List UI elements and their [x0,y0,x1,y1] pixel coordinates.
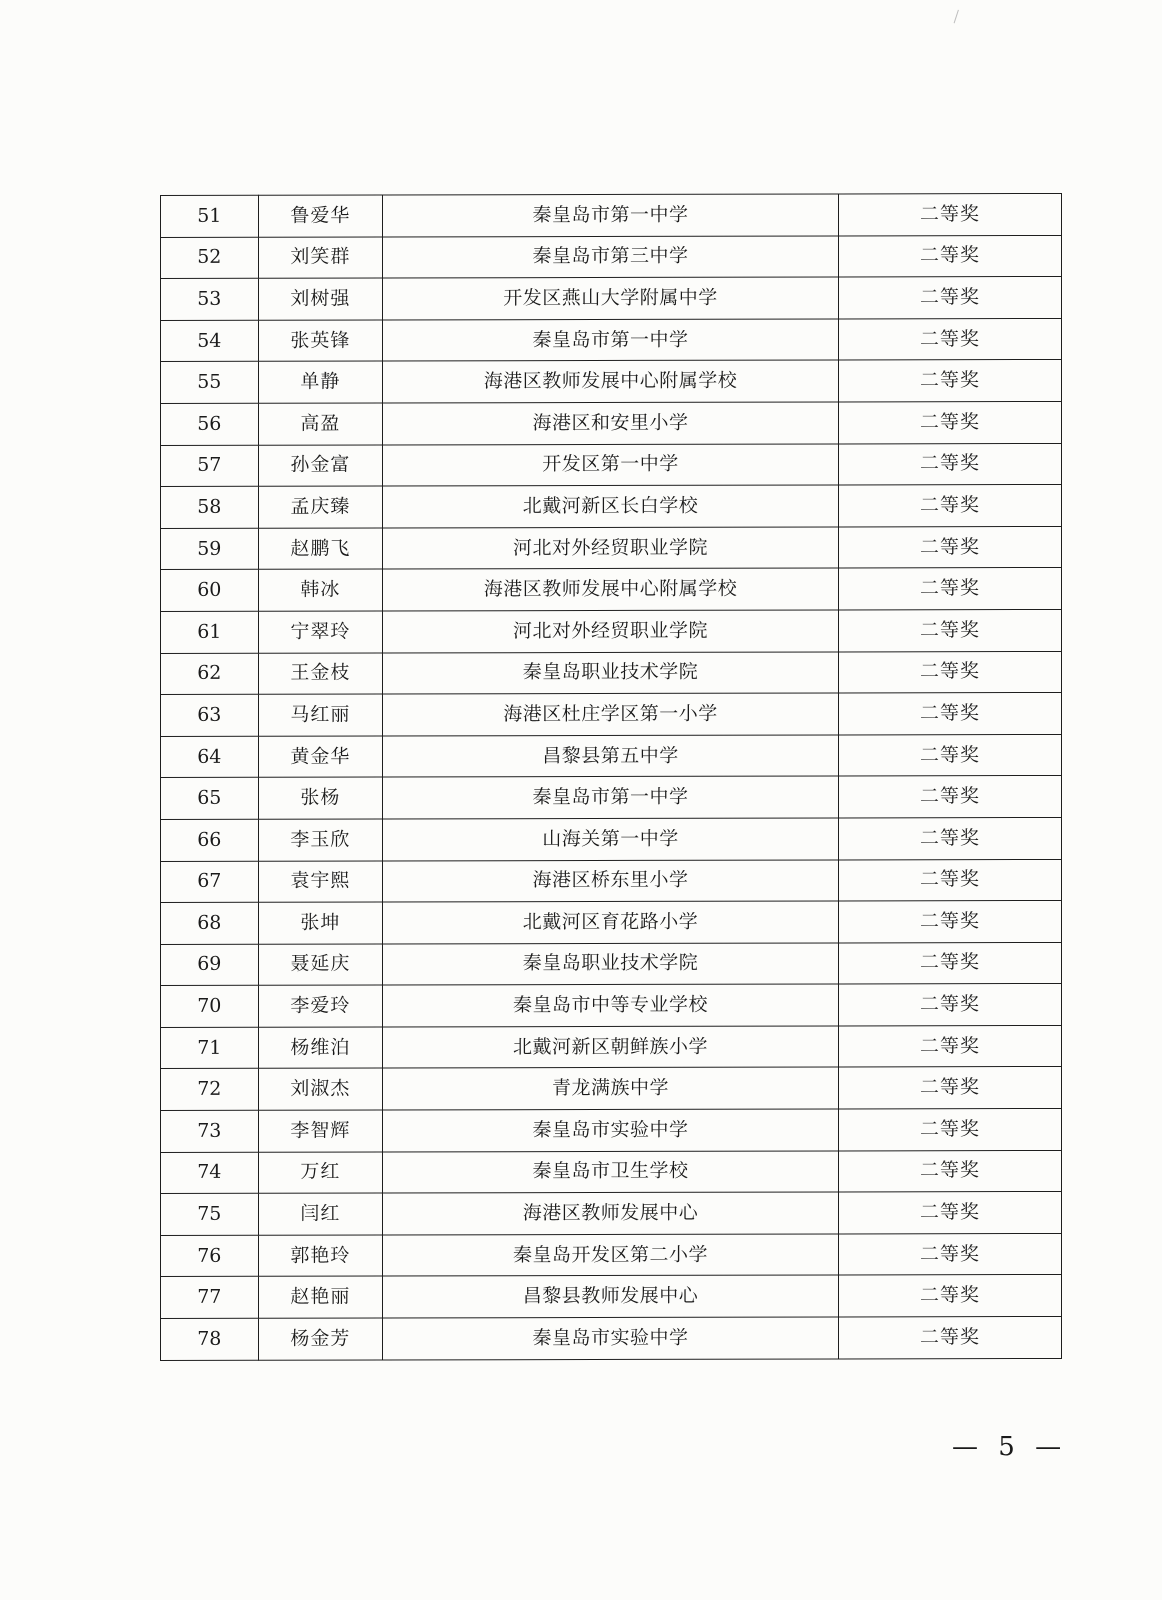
table-row [161,568,1062,612]
winner-name: 万红 [258,1152,383,1194]
table-row [161,526,1062,570]
school-name: 开发区燕山大学附属中学 [383,277,839,320]
award-level: 二等奖 [838,651,1061,693]
row-number: 65 [161,778,259,820]
table-row [161,443,1062,487]
row-number: 57 [161,445,259,487]
school-name: 海港区教师发展中心 [383,1192,839,1235]
table-row [161,984,1062,1028]
award-table [160,193,1062,1361]
award-level: 二等奖 [838,318,1061,360]
winner-name: 韩冰 [258,569,383,611]
table-row [161,277,1062,321]
winner-name: 杨金芳 [258,1318,383,1360]
award-level: 二等奖 [838,776,1061,818]
winner-name: 刘淑杰 [258,1068,383,1110]
table-row [161,609,1062,653]
winner-name: 闫红 [258,1193,383,1235]
winner-name: 孟庆臻 [258,486,383,528]
award-level: 二等奖 [838,817,1061,859]
winner-name: 马红丽 [258,694,383,736]
row-number: 68 [161,902,259,944]
row-number: 64 [161,736,259,778]
award-level: 二等奖 [838,693,1061,735]
page-number: — 5 — [952,1432,1068,1462]
award-level: 二等奖 [838,1025,1061,1067]
winner-name: 李智辉 [258,1110,383,1152]
row-number: 78 [161,1318,259,1360]
table-row [161,1109,1062,1153]
winner-name: 杨维泊 [258,1027,383,1069]
award-level: 二等奖 [838,609,1061,651]
award-level: 二等奖 [838,443,1061,485]
row-number: 73 [161,1110,259,1152]
winner-name: 鲁爱华 [258,195,383,237]
table-row [161,360,1062,404]
school-name: 昌黎县教师发展中心 [383,1275,839,1318]
row-number: 77 [161,1277,259,1319]
row-number: 52 [161,237,259,279]
winner-name: 刘笑群 [258,237,383,279]
winner-name: 袁宇熙 [258,860,383,902]
table-row [161,318,1062,362]
award-level: 二等奖 [838,942,1061,984]
school-name: 海港区教师发展中心附属学校 [383,568,839,611]
row-number: 70 [161,986,259,1028]
winner-name: 宁翠玲 [258,611,383,653]
award-level: 二等奖 [838,734,1061,776]
award-level: 二等奖 [838,1275,1061,1317]
award-level: 二等奖 [838,193,1061,235]
school-name: 北戴河新区朝鲜族小学 [383,1026,839,1069]
winner-name: 高盈 [258,403,383,445]
table-row [161,1192,1062,1236]
school-name: 秦皇岛市第一中学 [383,319,839,362]
table-row [161,485,1062,529]
table-row [161,942,1062,986]
school-name: 秦皇岛开发区第二小学 [383,1234,839,1277]
award-level: 二等奖 [838,526,1061,568]
award-level: 二等奖 [838,360,1061,402]
row-number: 53 [161,278,259,320]
table-row [161,1275,1062,1319]
row-number: 54 [161,320,259,362]
school-name: 秦皇岛市第一中学 [383,776,839,819]
row-number: 66 [161,819,259,861]
table-row [161,1067,1062,1111]
table-row [161,1025,1062,1069]
winner-name: 孙金富 [258,445,383,487]
award-level: 二等奖 [838,401,1061,443]
award-level: 二等奖 [838,1192,1061,1234]
award-level: 二等奖 [838,984,1061,1026]
winner-name: 张杨 [258,777,383,819]
award-level: 二等奖 [838,485,1061,527]
school-name: 青龙满族中学 [383,1067,839,1110]
school-name: 秦皇岛市中等专业学校 [383,984,839,1027]
award-table-body [161,193,1062,1360]
row-number: 69 [161,944,259,986]
table-row [161,651,1062,695]
school-name: 北戴河新区长白学校 [383,485,839,528]
table-row [161,901,1062,945]
school-name: 海港区桥东里小学 [383,859,839,902]
row-number: 62 [161,653,259,695]
scan-artifact-mark [944,7,959,24]
school-name: 海港区教师发展中心附属学校 [383,360,839,403]
school-name: 秦皇岛市第三中学 [383,236,839,279]
row-number: 59 [161,528,259,570]
school-name: 秦皇岛市实验中学 [383,1317,839,1360]
award-level: 二等奖 [838,859,1061,901]
award-level: 二等奖 [838,1067,1061,1109]
row-number: 67 [161,861,259,903]
winner-name: 王金枝 [258,653,383,695]
row-number: 75 [161,1194,259,1236]
table-row [161,1316,1062,1360]
table-row [161,1233,1062,1277]
school-name: 秦皇岛职业技术学院 [383,943,839,986]
winner-name: 郭艳玲 [258,1235,383,1277]
winner-name: 单静 [258,361,383,403]
winner-name: 张英锋 [258,320,383,362]
table-row [161,776,1062,820]
row-number: 58 [161,486,259,528]
school-name: 山海关第一中学 [383,818,839,861]
winner-name: 黄金华 [258,736,383,778]
table-row [161,235,1062,279]
row-number: 61 [161,611,259,653]
school-name: 秦皇岛职业技术学院 [383,651,839,694]
school-name: 海港区杜庄学区第一小学 [383,693,839,736]
winner-name: 聂延庆 [258,944,383,986]
table-row [161,401,1062,445]
row-number: 56 [161,403,259,445]
table-row [161,817,1062,861]
school-name: 秦皇岛市实验中学 [383,1109,839,1152]
award-level: 二等奖 [838,1316,1061,1358]
table-row [161,1150,1062,1194]
table-row [161,859,1062,903]
winner-name: 刘树强 [258,278,383,320]
winner-name: 张坤 [258,902,383,944]
row-number: 60 [161,570,259,612]
school-name: 河北对外经贸职业学院 [383,610,839,653]
winner-name: 赵艳丽 [258,1276,383,1318]
award-level: 二等奖 [838,1109,1061,1151]
row-number: 55 [161,362,259,404]
row-number: 76 [161,1235,259,1277]
row-number: 74 [161,1152,259,1194]
row-number: 63 [161,694,259,736]
award-level: 二等奖 [838,277,1061,319]
award-level: 二等奖 [838,1150,1061,1192]
award-level: 二等奖 [838,901,1061,943]
table-row [161,693,1062,737]
school-name: 昌黎县第五中学 [383,735,839,778]
winner-name: 李玉欣 [258,819,383,861]
school-name: 开发区第一中学 [383,444,839,487]
winner-name: 李爱玲 [258,985,383,1027]
school-name: 海港区和安里小学 [383,402,839,445]
school-name: 秦皇岛市卫生学校 [383,1151,839,1194]
school-name: 秦皇岛市第一中学 [383,194,839,237]
row-number: 72 [161,1069,259,1111]
row-number: 51 [161,195,259,237]
award-level: 二等奖 [838,235,1061,277]
award-level: 二等奖 [838,568,1061,610]
school-name: 河北对外经贸职业学院 [383,527,839,570]
award-level: 二等奖 [838,1233,1061,1275]
winner-name: 赵鹏飞 [258,528,383,570]
table-row [161,734,1062,778]
row-number: 71 [161,1027,259,1069]
table-row [161,193,1062,237]
school-name: 北戴河区育花路小学 [383,901,839,944]
